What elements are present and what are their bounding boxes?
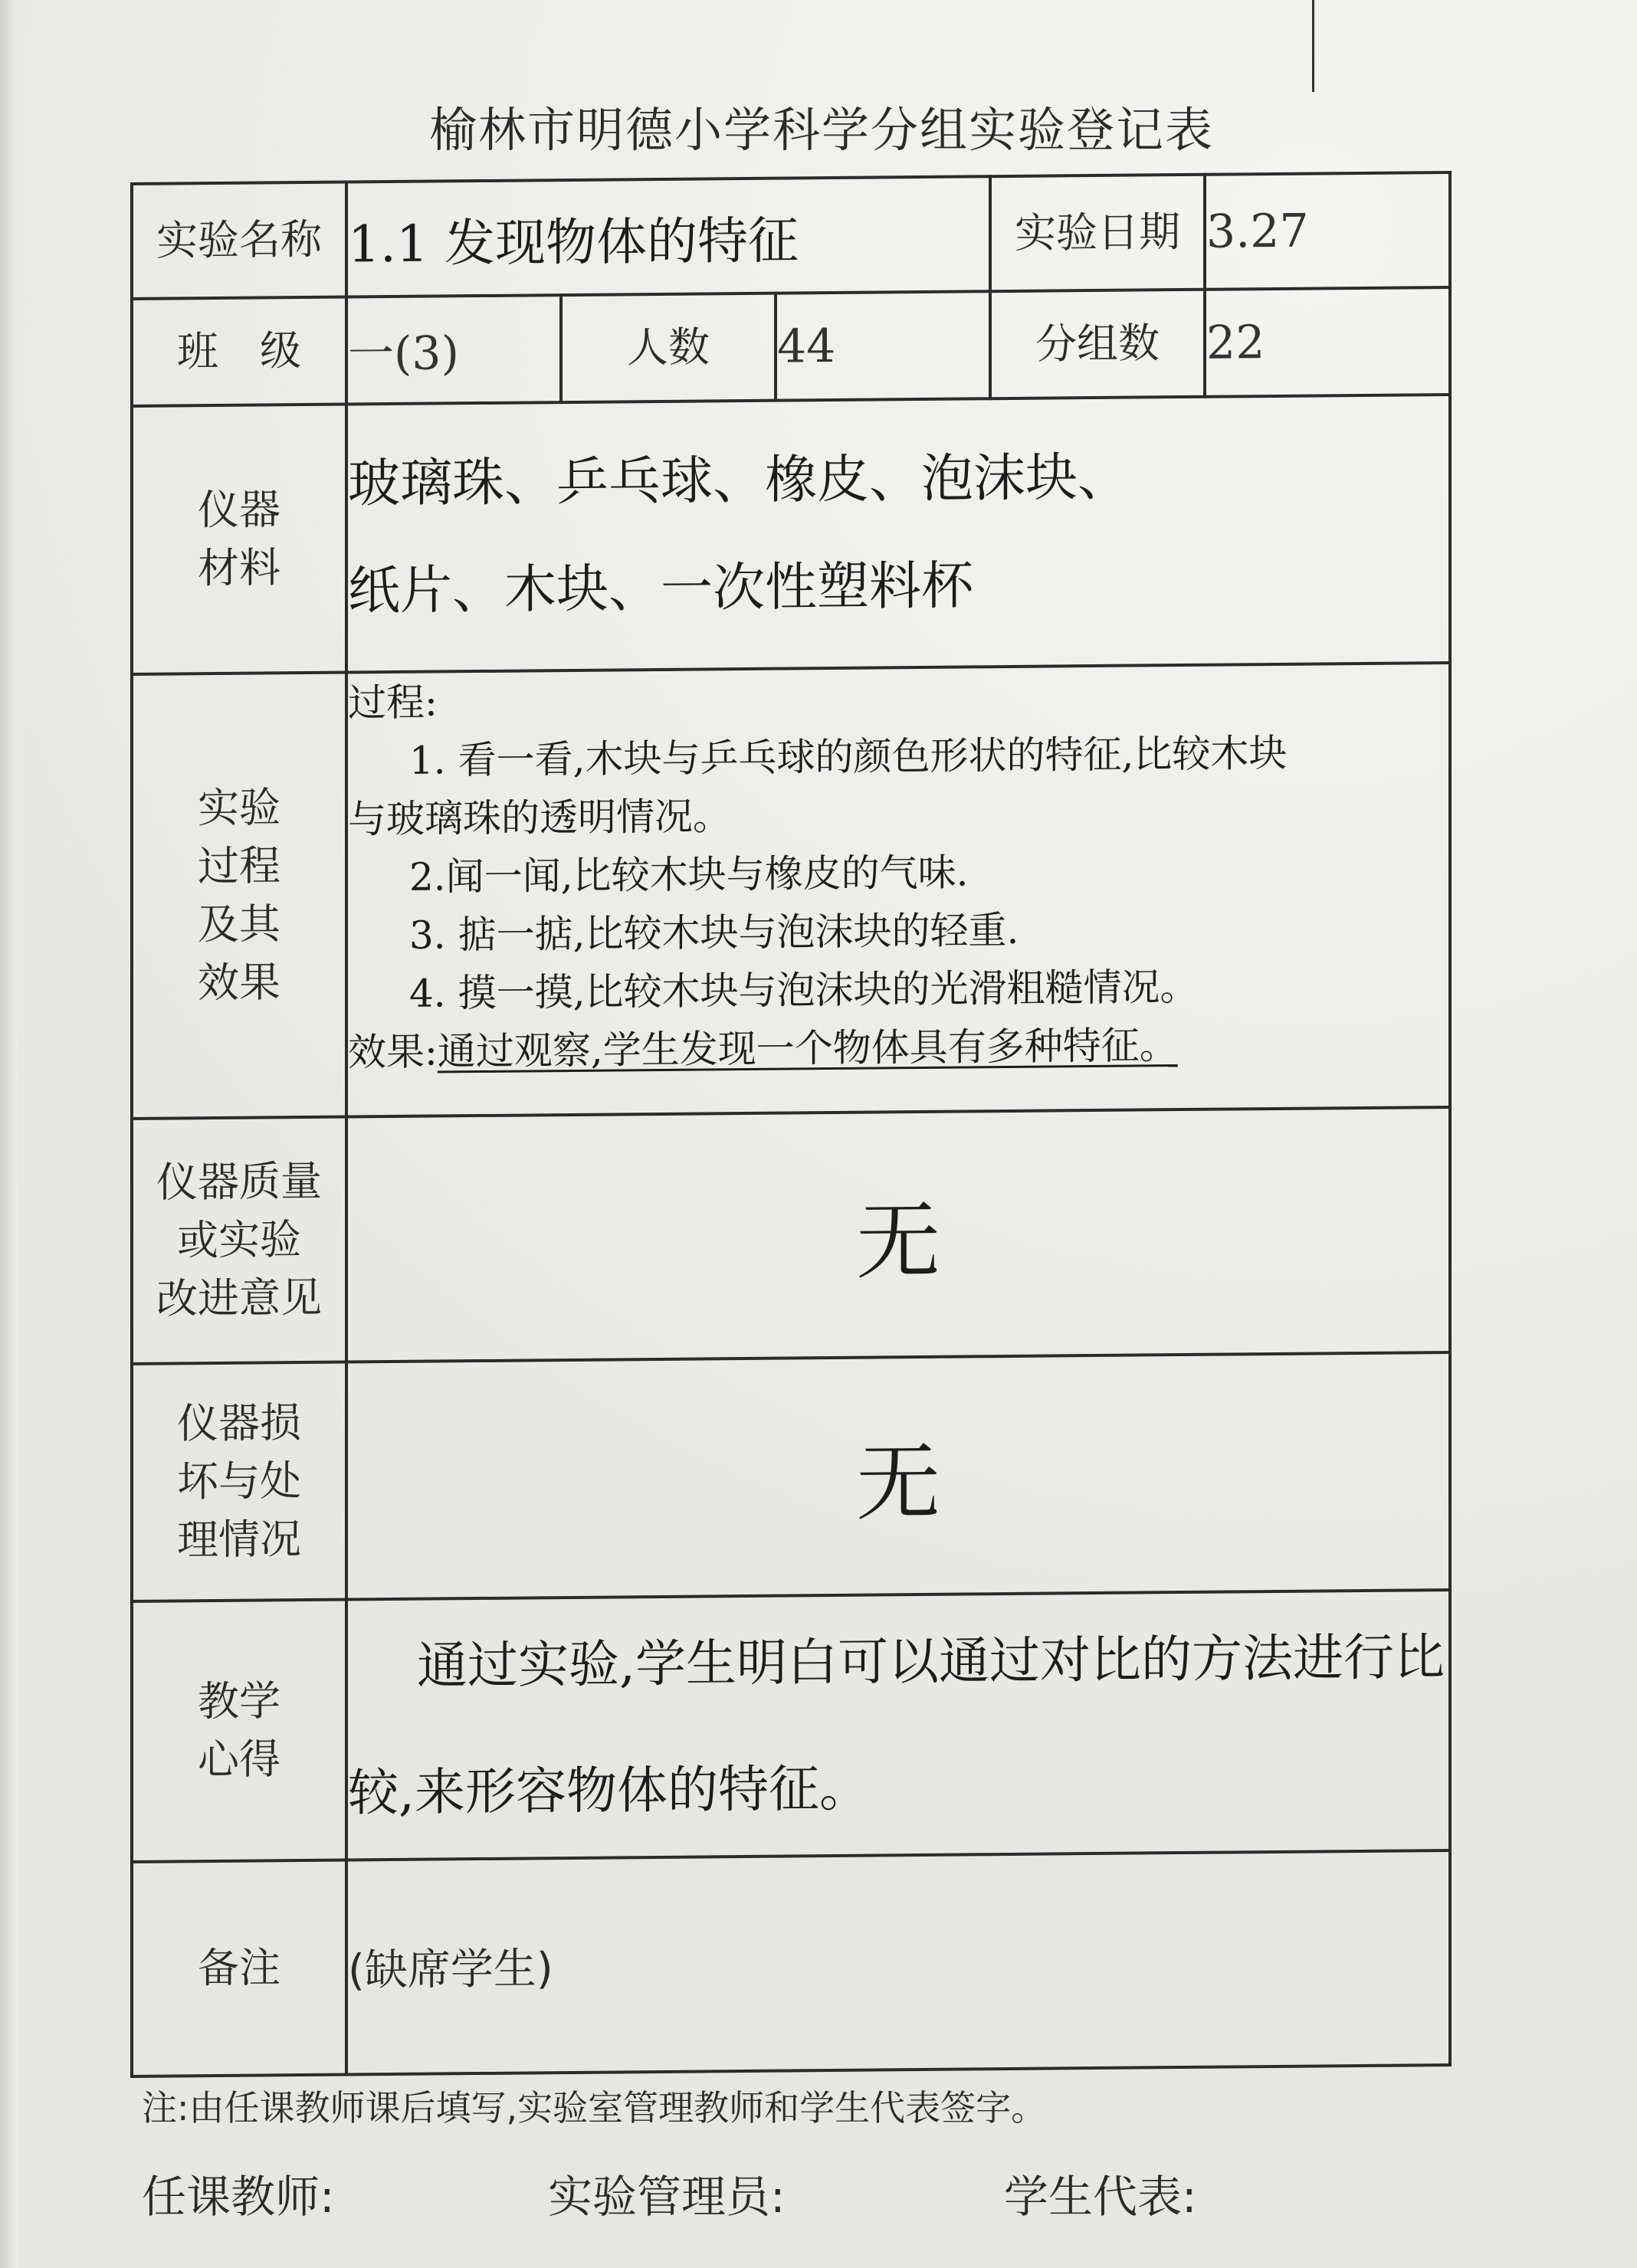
process-step4: 4. 摸一摸,比较木块与泡沫块的光滑粗糙情况。 <box>409 964 1199 1016</box>
process-step1a: 1. 看一看,木块与乒乓球的颜色形状的特征,比较木块 <box>409 730 1288 783</box>
class-label: 班 级 <box>132 297 346 406</box>
count-label: 人数 <box>561 293 776 402</box>
row-name-date <box>132 172 1450 299</box>
groups-label: 分组数 <box>990 290 1205 398</box>
remarks-value: (缺席学生) <box>346 1850 1450 2075</box>
student-signature-label: 学生代表: <box>1004 2171 1197 2223</box>
materials-label <box>132 405 346 674</box>
effect-text: 通过观察,学生发现一个物体具有多种特征。 <box>437 1023 1178 1074</box>
row-remarks <box>132 1850 1450 2076</box>
row-materials <box>132 395 1450 674</box>
teacher-signature-label: 任课教师: <box>142 2171 335 2223</box>
process-label-line3: 及其 <box>198 900 280 949</box>
damage-label-line3: 理情况 <box>177 1515 301 1565</box>
damage-label-line1: 仪器损 <box>177 1398 301 1448</box>
damage-label-line2: 坏与处 <box>177 1457 301 1506</box>
effect-prefix: 效果: <box>348 1029 438 1075</box>
registration-table <box>130 171 1452 2078</box>
row-process <box>132 663 1450 1119</box>
form-title: 榆林市明德小学科学分组实验登记表 <box>429 102 1215 158</box>
admin-signature-label: 实验管理员: <box>548 2171 786 2223</box>
reflection-line1: 通过实验,学生明白可以通过对比的方法进行比 <box>417 1627 1445 1696</box>
experiment-date-value: 3.27 <box>1205 172 1450 290</box>
process-step3: 3. 掂一掂,比较木块与泡沫块的轻重. <box>409 907 1019 958</box>
footer-note: 注:由任课教师课后填写,实验室管理教师和学生代表签字。 <box>142 2087 1047 2129</box>
process-value <box>346 663 1450 1117</box>
reflection-label-line1: 教学 <box>198 1676 280 1726</box>
count-value: 44 <box>776 291 990 400</box>
row-damage <box>132 1352 1450 1601</box>
experiment-date-label: 实验日期 <box>990 175 1205 291</box>
process-label-line1: 实验 <box>198 783 280 833</box>
materials-value <box>346 395 1450 673</box>
experiment-name-value: 1.1 发现物体的特征 <box>346 176 990 297</box>
row-quality <box>132 1107 1450 1364</box>
reflection-value <box>346 1590 1450 1860</box>
row-reflection <box>132 1590 1450 1862</box>
materials-label-line2: 材料 <box>198 543 280 593</box>
quality-label-line3: 改进意见 <box>156 1273 322 1323</box>
process-heading: 过程: <box>348 680 438 726</box>
process-label-line4: 效果 <box>198 958 280 1008</box>
process-label-line2: 过程 <box>198 841 280 891</box>
quality-label <box>132 1117 346 1364</box>
process-effect <box>348 1014 1448 1082</box>
quality-value: 无 <box>346 1107 1450 1362</box>
remarks-label: 备注 <box>132 1860 346 2076</box>
process-label <box>132 673 346 1119</box>
reflection-label <box>132 1600 346 1862</box>
reflection-line2: 较,来形容物体的特征。 <box>348 1758 870 1823</box>
quality-label-line1: 仪器质量 <box>156 1156 322 1207</box>
process-step1b: 与玻璃珠的透明情况。 <box>348 794 731 842</box>
page-edge <box>0 0 17 2268</box>
damage-label <box>132 1362 346 1601</box>
materials-line2: 纸片、木块、一次性塑料杯 <box>348 556 974 622</box>
reflection-label-line2: 心得 <box>198 1735 280 1785</box>
margin-line <box>1312 0 1314 92</box>
quality-label-line2: 或实验 <box>177 1215 301 1265</box>
class-value: 一(3) <box>346 295 561 404</box>
materials-line1: 玻璃珠、乒乓球、橡皮、泡沫块、 <box>348 447 1130 515</box>
groups-value: 22 <box>1205 287 1450 397</box>
process-step2: 2.闻一闻,比较木块与橡皮的气味. <box>409 850 969 900</box>
materials-label-line1: 仪器 <box>198 485 280 535</box>
damage-value: 无 <box>346 1352 1450 1600</box>
experiment-name-label: 实验名称 <box>132 182 346 299</box>
row-class <box>132 287 1450 406</box>
